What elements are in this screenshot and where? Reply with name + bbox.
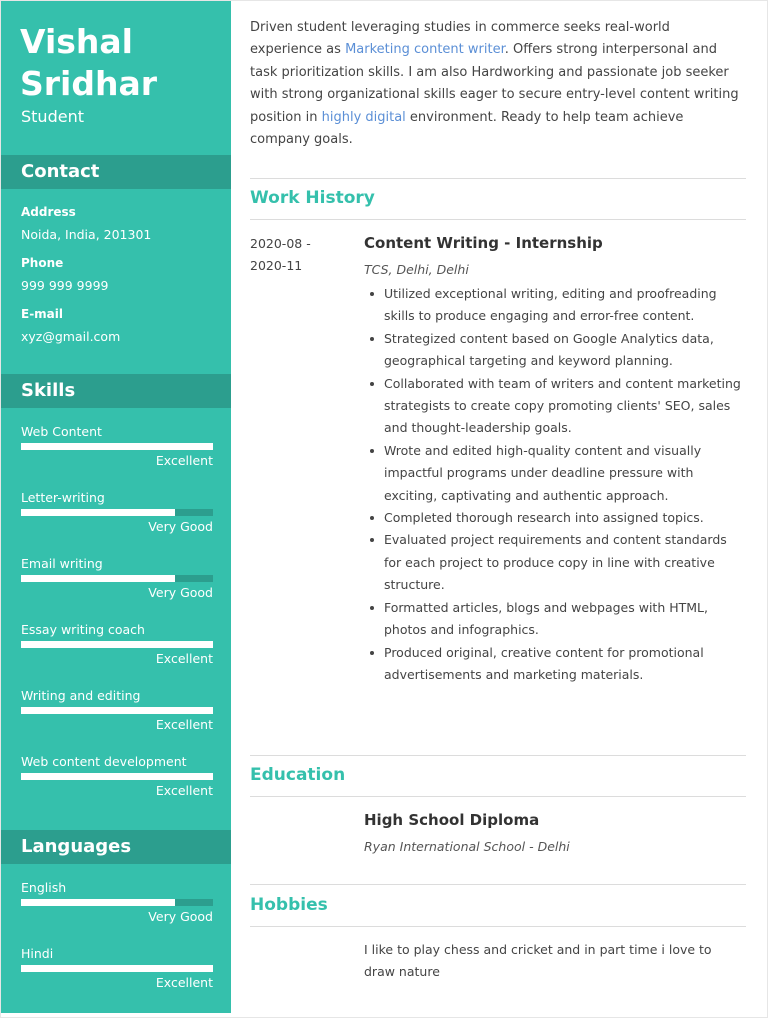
skill-name: Email writing [21, 556, 103, 571]
skill-level: Very Good [148, 519, 213, 534]
summary-link-digital[interactable]: highly digital [321, 109, 406, 125]
summary-text: environment. Ready to help team achieve company goals. [250, 109, 684, 148]
job-responsibilities [364, 283, 746, 686]
divider [250, 926, 746, 927]
skill-bar [21, 641, 213, 648]
sidebar [1, 1, 231, 1013]
skill-level: Excellent [155, 717, 213, 732]
skill-bar-fill [21, 575, 175, 582]
phone-value: 999 999 9999 [21, 278, 109, 293]
skill-bar [21, 773, 213, 780]
language-bar-fill [21, 899, 175, 906]
divider [250, 178, 746, 179]
school-name: Ryan International School - Delhi [364, 839, 570, 854]
skill-name: Letter-writing [21, 490, 105, 505]
skill-item [21, 622, 213, 674]
list-item: Produced original, creative content for promotional advertisements and marketing materials. [364, 642, 746, 687]
candidate-name [20, 21, 220, 105]
email-value[interactable]: xyz@gmail.com [21, 329, 121, 344]
skill-bar-fill [21, 641, 213, 648]
list-item: Collaborated with team of writers and content marketing strategists to create copy promoting clients' SEO, sales and thought-leadership goals. [364, 373, 746, 440]
last-name: Sridhar [20, 64, 158, 103]
languages-heading: Languages [1, 830, 231, 864]
skill-bar-fill [21, 443, 213, 450]
divider [250, 219, 746, 220]
divider [250, 884, 746, 885]
language-level: Very Good [148, 909, 213, 924]
phone-label: Phone [21, 256, 64, 270]
skill-bar [21, 575, 213, 582]
skill-item [21, 424, 213, 476]
address-label: Address [21, 205, 76, 219]
professional-summary [250, 17, 746, 151]
job-company: TCS, Delhi, Delhi [364, 262, 469, 277]
degree-title: High School Diploma [364, 811, 540, 829]
summary-text: . Offers strong interpersonal and task prioritization skills. I am also Hardworking and passionate job seeker with strong organizational skills eager to secure entry-level content writing position in [250, 42, 739, 125]
work-history-heading: Work History [250, 188, 375, 208]
divider [250, 755, 746, 756]
skill-bar [21, 509, 213, 516]
skill-name: Essay writing coach [21, 622, 145, 637]
language-level: Excellent [155, 975, 213, 990]
candidate-role: Student [21, 107, 84, 126]
list-item: Wrote and edited high-quality content and visually impactful programs under deadline pressure with exciting, captivating and authentic approach. [364, 440, 746, 507]
skill-name: Web Content [21, 424, 102, 439]
hobbies-heading: Hobbies [250, 895, 328, 915]
list-item: Strategized content based on Google Analytics data, geographical targeting and keyword planning. [364, 328, 746, 373]
skill-name: Writing and editing [21, 688, 141, 703]
language-item [21, 880, 213, 932]
skill-name: Web content development [21, 754, 187, 769]
skill-bar-fill [21, 707, 213, 714]
hobbies-text: I like to play chess and cricket and in part time i love to draw nature [364, 942, 712, 980]
skill-level: Excellent [155, 453, 213, 468]
job-title: Content Writing - Internship [364, 234, 603, 252]
work-date-end: 2020-11 [250, 258, 303, 273]
contact-heading: Contact [1, 155, 231, 189]
language-bar [21, 965, 213, 972]
skill-item [21, 556, 213, 608]
skill-bar [21, 707, 213, 714]
skill-bar-fill [21, 773, 213, 780]
language-bar [21, 899, 213, 906]
list-item: Evaluated project requirements and content standards for each project to produce copy in line with creative structure. [364, 529, 746, 596]
list-item: Formatted articles, blogs and webpages with HTML, photos and infographics. [364, 597, 746, 642]
email-label: E-mail [21, 307, 64, 321]
skill-level: Very Good [148, 585, 213, 600]
education-heading: Education [250, 765, 346, 785]
divider [250, 796, 746, 797]
summary-link-marketing[interactable]: Marketing content writer [345, 42, 505, 58]
language-bar-fill [21, 965, 213, 972]
skill-item [21, 754, 213, 806]
first-name: Vishal [20, 22, 133, 61]
language-item [21, 946, 213, 998]
list-item: Utilized exceptional writing, editing and proofreading skills to produce engaging and error-free content. [364, 283, 746, 328]
skills-heading: Skills [1, 374, 231, 408]
language-name: Hindi [21, 946, 54, 961]
skill-level: Excellent [155, 783, 213, 798]
skill-item [21, 688, 213, 740]
language-name: English [21, 880, 67, 895]
work-date-start: 2020-08 - [250, 236, 311, 251]
skill-bar-fill [21, 509, 175, 516]
skill-bar [21, 443, 213, 450]
address-value: Noida, India, 201301 [21, 227, 152, 242]
skill-level: Excellent [155, 651, 213, 666]
summary-text: Driven student leveraging studies in commerce seeks real-world experience as [250, 20, 670, 58]
list-item: Completed thorough research into assigned topics. [364, 507, 746, 529]
skill-item [21, 490, 213, 542]
